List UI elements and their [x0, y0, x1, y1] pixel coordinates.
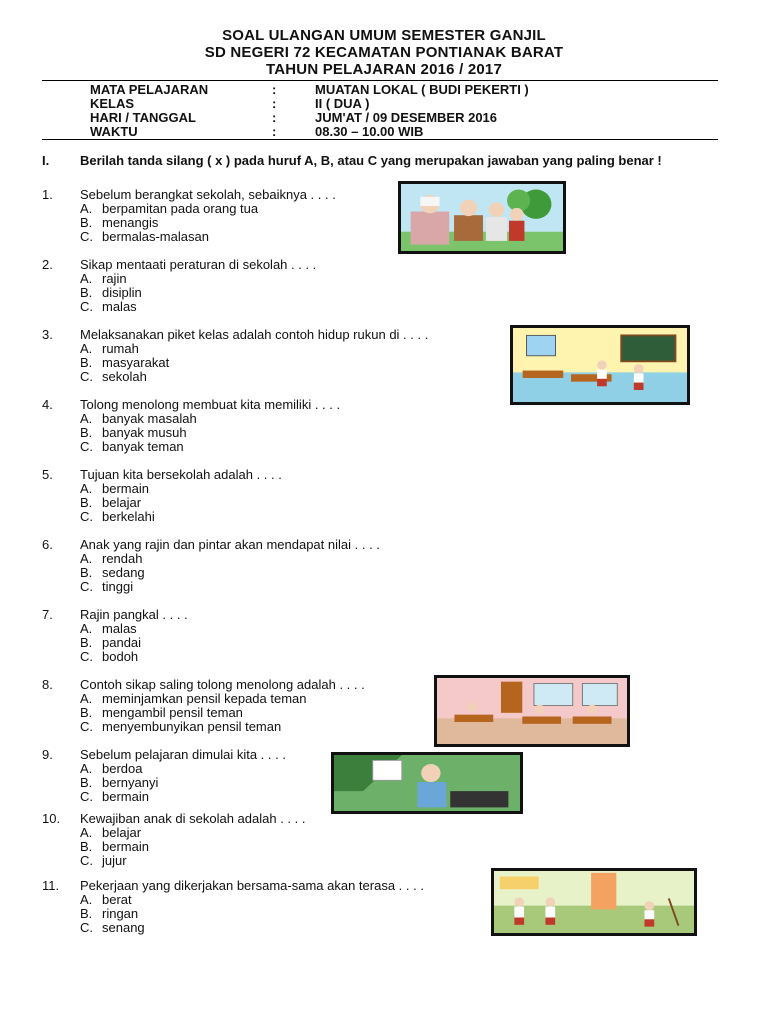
question-stem: Melaksanakan piket kelas adalah contoh hidup rukun di . . . . — [80, 327, 429, 342]
option-letter: B. — [80, 355, 93, 370]
answer-option-b[interactable] — [80, 566, 145, 580]
option-letter: C. — [80, 920, 93, 935]
question-stem: Tujuan kita bersekolah adalah . . . . — [80, 467, 282, 482]
info-separator: : — [272, 110, 277, 125]
option-letter: A. — [80, 481, 93, 496]
question-stem: Contoh sikap saling tolong menolong adalah . . . . — [80, 677, 365, 692]
info-row-time — [90, 125, 690, 139]
answer-option-b[interactable] — [80, 907, 138, 921]
option-text: senang — [102, 920, 145, 935]
question-number: 5. — [42, 467, 53, 482]
question-number: 10. — [42, 811, 61, 826]
option-text: rumah — [102, 341, 139, 356]
option-letter: C. — [80, 369, 93, 384]
info-label: WAKTU — [90, 124, 138, 139]
question-number: 6. — [42, 537, 53, 552]
option-letter: A. — [80, 621, 93, 636]
option-text: meminjamkan pensil kepada teman — [102, 691, 307, 706]
illustration-family-farewell — [398, 181, 566, 254]
option-letter: B. — [80, 495, 93, 510]
answer-option-a[interactable] — [80, 762, 142, 776]
option-letter: B. — [80, 839, 93, 854]
option-text: jujur — [102, 853, 127, 868]
info-label: KELAS — [90, 96, 135, 111]
answer-option-b[interactable] — [80, 840, 149, 854]
illustration-praying-student — [331, 752, 523, 814]
header-top-rule — [42, 80, 718, 81]
option-letter: B. — [80, 425, 93, 440]
option-letter: C. — [80, 229, 93, 244]
option-text: banyak teman — [102, 439, 184, 454]
option-letter: A. — [80, 341, 93, 356]
option-letter: A. — [80, 691, 93, 706]
question-stem: Pekerjaan yang dikerjakan bersama-sama akan terasa . . . . — [80, 878, 424, 893]
info-label: MATA PELAJARAN — [90, 82, 209, 97]
answer-option-c[interactable] — [80, 650, 138, 664]
info-separator: : — [272, 96, 277, 111]
info-value: JUM'AT / 09 DESEMBER 2016 — [315, 110, 498, 125]
option-text: tinggi — [102, 579, 134, 594]
question-stem: Tolong menolong membuat kita memiliki . . . . — [80, 397, 341, 412]
option-letter: A. — [80, 551, 93, 566]
question-stem: Anak yang rajin dan pintar akan mendapat nilai . . . . — [80, 537, 380, 552]
question-stem: Sikap mentaati peraturan di sekolah . . . . — [80, 257, 317, 272]
answer-option-c[interactable] — [80, 720, 281, 734]
info-separator: : — [272, 124, 277, 139]
option-letter: A. — [80, 411, 93, 426]
option-text: rendah — [102, 551, 143, 566]
option-text: masyarakat — [102, 355, 170, 370]
option-text: bermalas-malasan — [102, 229, 209, 244]
answer-option-a[interactable] — [80, 552, 142, 566]
info-row-date — [90, 111, 690, 125]
option-letter: B. — [80, 775, 93, 790]
answer-option-b[interactable] — [80, 636, 141, 650]
option-letter: C. — [80, 579, 93, 594]
header-bottom-rule — [42, 139, 718, 140]
answer-option-c[interactable] — [80, 230, 209, 244]
option-text: sedang — [102, 565, 145, 580]
option-letter: C. — [80, 509, 93, 524]
answer-option-c[interactable] — [80, 440, 184, 454]
option-text: menyembunyikan pensil teman — [102, 719, 282, 734]
question-number: 7. — [42, 607, 53, 622]
question-number: 9. — [42, 747, 53, 762]
answer-option-c[interactable] — [80, 790, 149, 804]
option-text: banyak masalah — [102, 411, 197, 426]
question-number: 3. — [42, 327, 53, 342]
option-text: rajin — [102, 271, 127, 286]
info-row-subject — [90, 83, 690, 97]
answer-option-a[interactable] — [80, 826, 141, 840]
option-letter: A. — [80, 825, 93, 840]
option-letter: C. — [80, 789, 93, 804]
school-name: SD NEGERI 72 KECAMATAN PONTIANAK BARAT — [204, 44, 564, 61]
question-number: 1. — [42, 187, 53, 202]
question-stem: Rajin pangkal . . . . — [80, 607, 188, 622]
answer-option-b[interactable] — [80, 776, 158, 790]
info-separator: : — [272, 82, 277, 97]
option-letter: A. — [80, 892, 93, 907]
option-letter: B. — [80, 906, 93, 921]
option-letter: B. — [80, 565, 93, 580]
option-text: sekolah — [102, 369, 147, 384]
answer-option-b[interactable] — [80, 496, 141, 510]
answer-option-a[interactable] — [80, 622, 137, 636]
answer-option-c[interactable] — [80, 921, 145, 935]
option-text: bodoh — [102, 649, 139, 664]
info-label: HARI / TANGGAL — [90, 110, 196, 125]
option-text: bernyanyi — [102, 775, 159, 790]
option-letter: A. — [80, 201, 93, 216]
question-number: 8. — [42, 677, 53, 692]
answer-option-a[interactable] — [80, 893, 132, 907]
option-text: mengambil pensil teman — [102, 705, 243, 720]
option-text: bermain — [102, 789, 149, 804]
info-value: MUATAN LOKAL ( BUDI PEKERTI ) — [315, 82, 529, 97]
option-text: malas — [102, 299, 137, 314]
question-number: 2. — [42, 257, 53, 272]
option-letter: B. — [80, 635, 93, 650]
option-letter: C. — [80, 853, 93, 868]
question-number: 4. — [42, 397, 53, 412]
option-letter: A. — [80, 761, 93, 776]
option-text: bermain — [102, 481, 149, 496]
option-letter: A. — [80, 271, 93, 286]
answer-option-b[interactable] — [80, 286, 142, 300]
answer-option-a[interactable] — [80, 482, 149, 496]
option-text: ringan — [102, 906, 139, 921]
option-letter: C. — [80, 439, 93, 454]
answer-option-b[interactable] — [80, 356, 169, 370]
info-value: II ( DUA ) — [315, 96, 370, 111]
answer-option-b[interactable] — [80, 706, 243, 720]
option-letter: B. — [80, 285, 93, 300]
info-row-class — [90, 97, 690, 111]
option-letter: C. — [80, 299, 93, 314]
option-text: belajar — [102, 495, 142, 510]
option-text: pandai — [102, 635, 142, 650]
option-text: berkelahi — [102, 509, 155, 524]
option-text: belajar — [102, 825, 142, 840]
exam-header — [0, 27, 768, 78]
option-text: berdoa — [102, 761, 143, 776]
answer-option-b[interactable] — [80, 216, 158, 230]
option-text: disiplin — [102, 285, 142, 300]
answer-option-a[interactable] — [80, 342, 139, 356]
answer-option-c[interactable] — [80, 370, 147, 384]
illustration-class-picket — [510, 325, 690, 405]
section-number: I. — [42, 153, 50, 168]
option-letter: B. — [80, 215, 93, 230]
answer-option-c[interactable] — [80, 300, 137, 314]
option-text: malas — [102, 621, 137, 636]
option-text: bermain — [102, 839, 149, 854]
question-stem: Sebelum pelajaran dimulai kita . . . . — [80, 747, 286, 762]
answer-option-a[interactable] — [80, 272, 127, 286]
question-stem: Sebelum berangkat sekolah, sebaiknya . . . . — [80, 187, 336, 202]
answer-option-c[interactable] — [80, 854, 127, 868]
answer-option-a[interactable] — [80, 692, 307, 706]
option-letter: C. — [80, 649, 93, 664]
answer-option-b[interactable] — [80, 426, 187, 440]
illustration-cleaning-together — [491, 868, 697, 936]
option-text: berpamitan pada orang tua — [102, 201, 259, 216]
option-text: banyak musuh — [102, 425, 187, 440]
answer-option-a[interactable] — [80, 412, 197, 426]
exam-title: SOAL ULANGAN UMUM SEMESTER GANJIL — [222, 27, 546, 44]
answer-option-c[interactable] — [80, 580, 133, 594]
option-letter: B. — [80, 705, 93, 720]
question-number: 11. — [42, 878, 60, 893]
option-text: berat — [102, 892, 132, 907]
instruction-text: Berilah tanda silang ( x ) pada huruf A, B, atau C yang merupakan jawaban yang paling benar ! — [80, 153, 662, 168]
academic-year: TAHUN PELAJARAN 2016 / 2017 — [265, 61, 503, 78]
answer-option-c[interactable] — [80, 510, 155, 524]
question-stem: Kewajiban anak di sekolah adalah . . . . — [80, 811, 306, 826]
illustration-classroom-students — [434, 675, 630, 747]
option-letter: C. — [80, 719, 93, 734]
option-text: menangis — [102, 215, 159, 230]
answer-option-a[interactable] — [80, 202, 258, 216]
info-value: 08.30 – 10.00 WIB — [315, 124, 424, 139]
exam-info-table — [90, 83, 690, 139]
